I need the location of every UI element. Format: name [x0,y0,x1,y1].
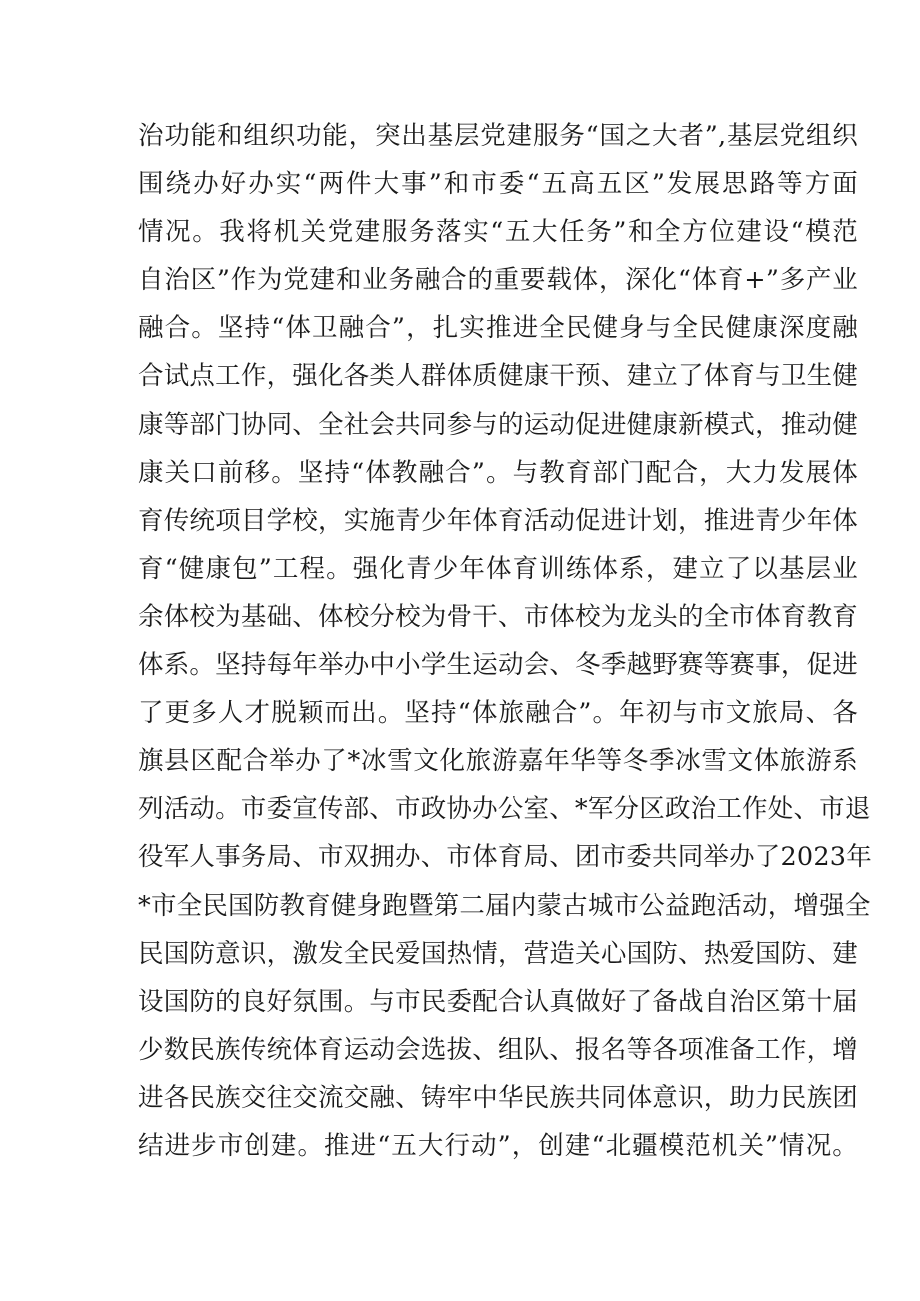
text-line: 育“健康包”工程。强化青少年体育训练体系，建立了以基层业 [138,553,858,584]
text-line: 民国防意识，激发全民爱国热情，营造关心国防、热爱国防、建 [138,938,858,969]
text-line: 育传统项目学校，实施青少年体育活动促进计划，推进青少年体 [138,505,858,536]
text-line: 体系。坚持每年举办中小学生运动会、冬季越野赛等赛事，促进 [138,650,858,681]
text-line: 余体校为基础、体校分校为骨干、市体校为龙头的全市体育教育 [138,601,858,632]
text-line: 合试点工作，强化各类人群体质健康干预、建立了体育与卫生健 [138,361,858,392]
text-line: 进各民族交往交流交融、铸牢中华民族共同体意识，助力民族团 [138,1082,858,1113]
text-line: *市全民国防教育健身跑暨第二届内蒙古城市公益跑活动，增强全 [138,890,871,921]
text-line: 了更多人才脱颖而出。坚持“体旅融合”。年初与市文旅局、各 [138,698,858,729]
text-line: 役军人事务局、市双拥办、市体育局、团市委共同举办了2023年 [138,842,872,873]
text-line: 旗县区配合举办了*冰雪文化旅游嘉年华等冬季冰雪文体旅游系 [138,746,858,777]
text-line: 康关口前移。坚持“体教融合”。与教育部门配合，大力发展体 [138,457,858,488]
text-line: 结进步市创建。推进“五大行动”，创建“北疆模范机关”情况。 [138,1130,858,1161]
text-line: 围绕办好办实“两件大事”和市委“五高五区”发展思路等方面 [138,169,858,200]
text-line: 少数民族传统体育运动会选拔、组队、报名等各项准备工作，增 [138,1034,858,1065]
body-paragraph [138,112,872,1170]
text-line: 情况。我将机关党建服务落实“五大任务”和全方位建设“模范 [138,217,858,248]
text-line: 自治区”作为党建和业务融合的重要载体，深化“体育+”多产业 [138,265,858,296]
text-line: 治功能和组织功能，突出基层党建服务“国之大者”,基层党组织 [138,121,858,151]
text-line: 康等部门协同、全社会共同参与的运动促进健康新模式，推动健 [138,409,858,440]
text-line: 设国防的良好氛围。与市民委配合认真做好了备战自治区第十届 [138,986,858,1017]
text-line: 融合。坚持“体卫融合”，扎实推进全民健身与全民健康深度融 [138,313,858,344]
text-line: 列活动。市委宣传部、市政协办公室、*军分区政治工作处、市退 [138,794,871,825]
